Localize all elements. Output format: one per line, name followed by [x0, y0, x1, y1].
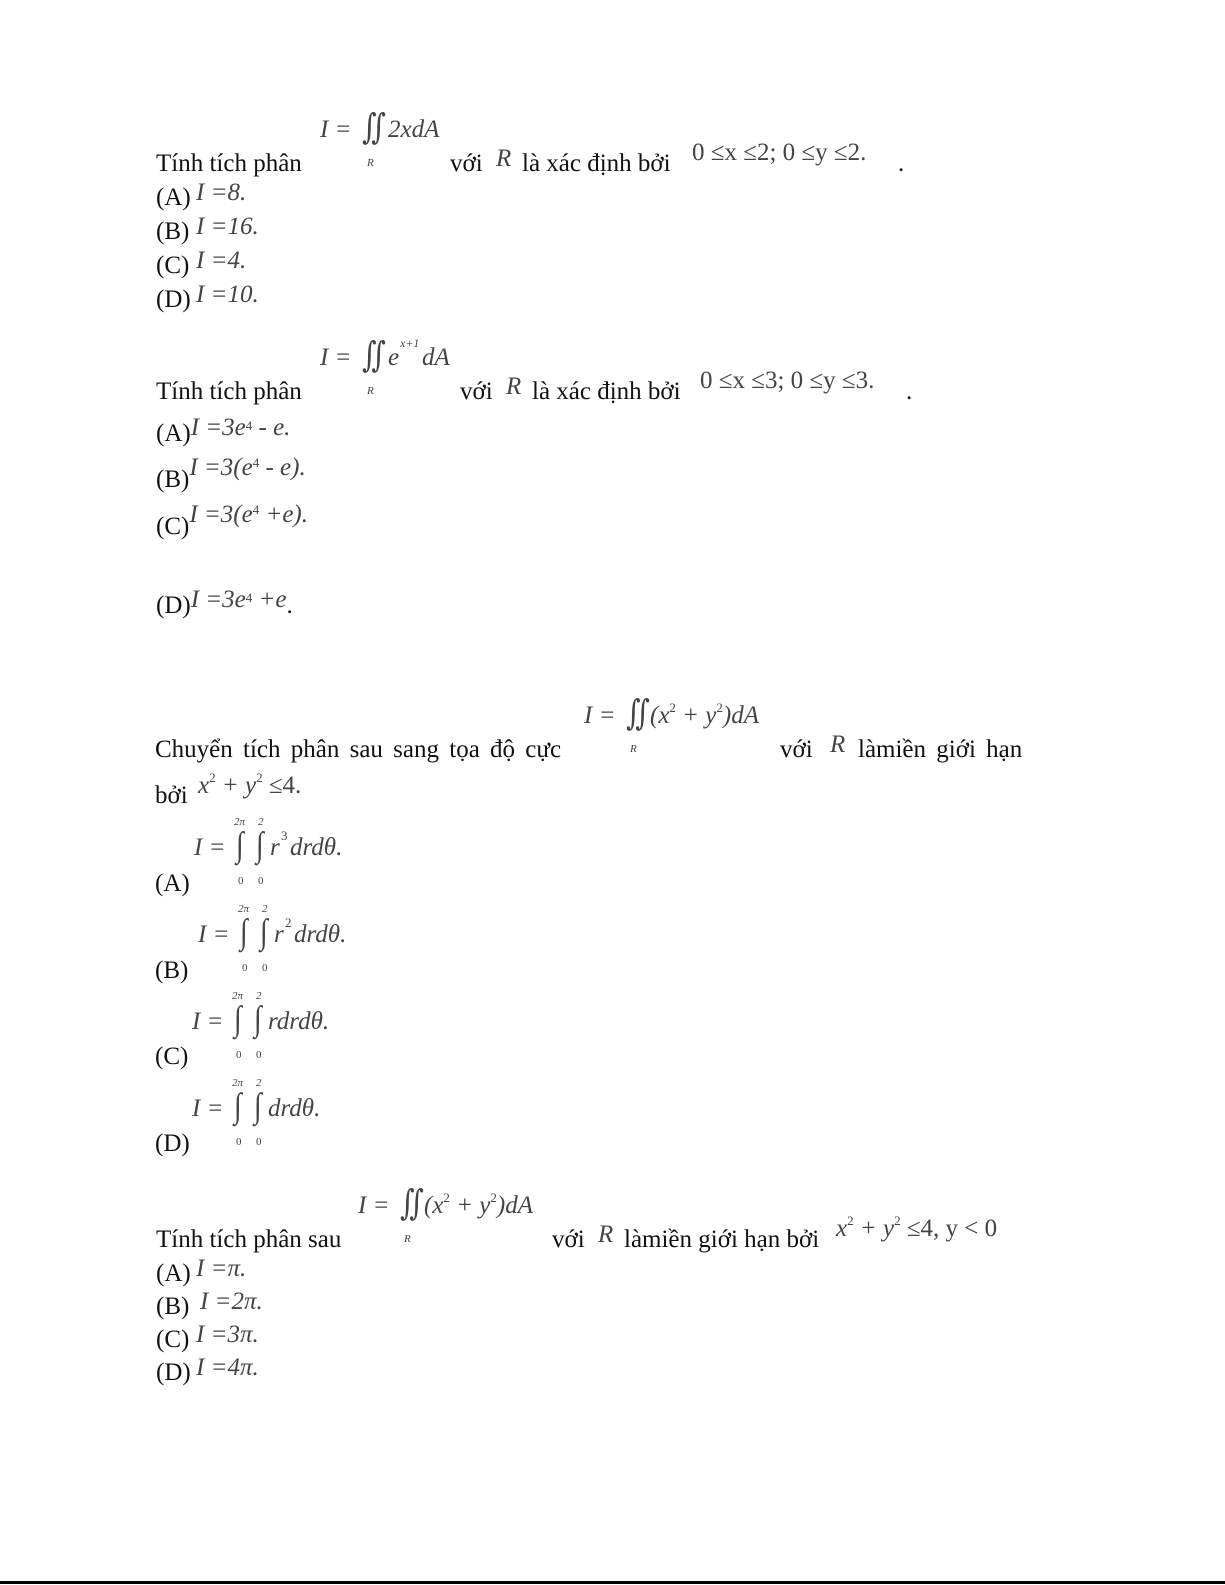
q2-option-a-label: (A): [156, 420, 191, 447]
q3-option-b-label: (B): [155, 957, 189, 984]
q2-option-c-label: (C): [156, 513, 190, 540]
q2-integral-lhs: I =: [320, 344, 352, 371]
q2-option-a: [156, 414, 291, 448]
q3-option-a-lhs: I =: [194, 834, 226, 861]
q4-cond-x: x: [836, 1215, 848, 1242]
q3-line2-lead: bởi: [155, 782, 188, 809]
q3-option-d-upper-outer: 2π: [232, 1077, 244, 1089]
q1-option-a-expr: I =8.: [196, 179, 247, 206]
q3-option-c-upper-outer: 2π: [232, 990, 244, 1002]
q3-option-c-lower-inner: 0: [256, 1049, 262, 1061]
q3-option-c-upper-inner: 2: [256, 990, 262, 1002]
q3-cond-exp-x: 2: [209, 770, 216, 785]
q4-option-d-label: (D): [156, 1359, 191, 1386]
q1-option-b-expr: I =16.: [196, 213, 259, 240]
q3-option-b-lhs: I =: [198, 921, 230, 948]
q2-option-b-label: (B): [156, 466, 190, 493]
q3-option-d-upper-inner: 2: [256, 1077, 262, 1089]
q4-region-symbol: R: [598, 1221, 614, 1248]
q1-defined-by-text: là xác định bởi: [522, 150, 671, 177]
q1-option-b-label: (B): [156, 218, 190, 245]
q3-option-d-body: drdθ.: [268, 1095, 321, 1122]
q2-with-text: với: [460, 378, 493, 405]
q3-option-d-label: (D): [155, 1130, 190, 1157]
q3-integrand-exp-y: 2: [716, 700, 723, 715]
q3-lead-text: Chuyển tích phân sau sang tọa độ cực: [155, 736, 562, 763]
q4-option-c-label: (C): [156, 1326, 190, 1353]
q1-region-subscript: R: [367, 157, 374, 169]
q2-option-a-tail: - e.: [252, 414, 291, 441]
q3-bounded-text: làmiền giới hạn: [858, 736, 1023, 763]
q4-cond-exp-y: 2: [894, 1213, 901, 1228]
q3-integrand: [650, 702, 759, 730]
q3-option-a-inner-integral-icon: ∫: [256, 826, 264, 865]
q3-option-a-upper-outer: 2π: [234, 816, 246, 828]
q3-cond-tail: ≤4.: [262, 772, 302, 799]
q3-option-a-outer-integral-icon: ∫: [236, 826, 244, 865]
q3-option-b-body-exponent: 2: [285, 915, 292, 930]
q4-integrand-close: )dA: [496, 1192, 533, 1219]
q3-option-b-body: r: [274, 921, 284, 948]
page-bottom-border: [0, 1581, 1225, 1584]
q2-option-b-tail: - e).: [259, 454, 306, 481]
q2-end-period: .: [906, 378, 913, 405]
q4-region-subscript: R: [404, 1233, 411, 1245]
q3-option-c-lhs: I =: [192, 1008, 224, 1035]
q3-integral-lhs: I =: [584, 702, 616, 729]
q1-option-d-label: (D): [156, 286, 191, 313]
q3-option-c-body: rdrdθ.: [268, 1008, 330, 1035]
q1-option-c-expr: I =4.: [196, 247, 247, 274]
q2-option-b-exponent: 4: [252, 455, 260, 470]
q3-with-text: với: [780, 736, 813, 763]
q3-option-c-label: (C): [155, 1043, 189, 1070]
q2-option-c-tail: +e).: [259, 501, 308, 528]
q3-cond-x: x: [198, 772, 210, 799]
q2-option-d-tail: +e: [252, 586, 287, 613]
q4-cond-exp-x: 2: [847, 1213, 854, 1228]
q3-option-d-lower-outer: 0: [236, 1136, 242, 1148]
q3-option-d-lower-inner: 0: [256, 1136, 262, 1148]
q3-option-d-inner-integral-icon: ∫: [254, 1087, 262, 1126]
q3-integrand-close: )dA: [722, 702, 759, 729]
q3-option-a-label: (A): [155, 870, 190, 897]
q3-option-a-upper-inner: 2: [258, 816, 264, 828]
q4-integrand-plus: + y: [449, 1192, 491, 1219]
q1-lead-text: Tính tích phân: [156, 150, 302, 177]
q2-option-b: [156, 454, 306, 494]
q3-option-c-inner-integral-icon: ∫: [254, 1000, 262, 1039]
q3-integrand-plus: + y: [675, 702, 717, 729]
q2-region-symbol: R: [506, 373, 522, 400]
q3-option-c-lower-outer: 0: [236, 1049, 242, 1061]
q2-condition: 0 ≤x ≤3; 0 ≤y ≤3.: [700, 367, 875, 394]
q4-bounded-text: làmiền giới hạn bởi: [624, 1226, 820, 1253]
q2-double-integral-icon: ∬: [362, 336, 386, 375]
q1-with-text: với: [450, 150, 483, 177]
q2-option-d-period: .: [286, 592, 293, 619]
q4-integrand-open: (x: [424, 1192, 444, 1219]
q3-option-b-upper-outer: 2π: [238, 903, 250, 915]
q3-option-b-upper-inner: 2: [262, 903, 268, 915]
q3-option-b-outer-integral-icon: ∫: [240, 913, 248, 952]
q4-option-b-label: (B): [156, 1293, 190, 1320]
q3-option-b-body-tail: drdθ.: [294, 921, 347, 948]
q1-option-d-expr: I =10.: [196, 281, 259, 308]
q2-integrand-tail: dA: [422, 344, 450, 371]
q2-option-d-expr: I =3e: [190, 586, 246, 613]
q1-region-symbol: R: [496, 145, 512, 172]
q2-option-d: [156, 586, 293, 620]
q4-option-b-expr: I =2π.: [200, 1288, 263, 1315]
q3-option-a-body-exponent: 3: [281, 828, 288, 843]
q2-option-a-exponent: 4: [245, 418, 253, 433]
q3-region-symbol: R: [830, 731, 846, 758]
q2-option-d-exponent: 4: [245, 590, 253, 605]
q2-region-subscript: R: [367, 385, 374, 397]
q2-integrand-base: e: [388, 344, 400, 371]
q3-cond-exp-y: 2: [256, 770, 263, 785]
q3-condition: [198, 772, 301, 800]
q1-integral-lhs: I =: [320, 116, 352, 143]
q3-region-subscript: R: [630, 743, 637, 755]
q2-integrand-exponent: x+1: [400, 336, 420, 350]
q4-integrand-exp-x: 2: [443, 1190, 450, 1205]
q4-integrand-exp-y: 2: [490, 1190, 497, 1205]
q1-integrand: 2xdA: [388, 116, 440, 143]
q2-option-c: [156, 501, 308, 541]
q4-option-a-expr: I =π.: [196, 1255, 247, 1282]
q3-double-integral-icon: ∬: [626, 694, 650, 733]
q4-option-d-expr: I =4π.: [196, 1354, 259, 1381]
q2-option-a-expr: I =3e: [190, 414, 246, 441]
q3-option-b-lower-outer: 0: [242, 962, 248, 974]
q2-option-c-expr: I =3(e: [189, 501, 253, 528]
q2-option-b-expr: I =3(e: [189, 454, 253, 481]
q3-option-a-body-tail: drdθ.: [290, 834, 343, 861]
q4-integral-lhs: I =: [358, 1192, 390, 1219]
q3-option-d-lhs: I =: [192, 1095, 224, 1122]
q2-option-d-label: (D): [156, 592, 191, 619]
q1-condition: 0 ≤x ≤2; 0 ≤y ≤2.: [692, 139, 867, 166]
q1-end-period: .: [898, 150, 905, 177]
q4-lead-text: Tính tích phân sau: [156, 1226, 342, 1253]
q3-option-a-body: r: [270, 834, 280, 861]
q1-option-a-label: (A): [156, 184, 191, 211]
q3-option-c-outer-integral-icon: ∫: [234, 1000, 242, 1039]
q4-integrand: [424, 1192, 533, 1220]
q3-integrand-open: (x: [650, 702, 670, 729]
q4-option-c-expr: I =3π.: [196, 1321, 259, 1348]
q4-condition: [836, 1215, 997, 1243]
q3-option-b-lower-inner: 0: [262, 962, 268, 974]
q2-option-c-exponent: 4: [252, 502, 260, 517]
q2-lead-text: Tính tích phân: [156, 378, 302, 405]
q4-option-a-label: (A): [156, 1260, 191, 1287]
q3-option-b-inner-integral-icon: ∫: [260, 913, 268, 952]
q4-with-text: với: [552, 1226, 585, 1253]
q2-defined-by-text: là xác định bởi: [532, 378, 681, 405]
q3-option-d-outer-integral-icon: ∫: [234, 1087, 242, 1126]
q1-option-c-label: (C): [156, 252, 190, 279]
q3-option-a-lower-inner: 0: [258, 875, 264, 887]
q4-cond-plus: + y: [853, 1215, 895, 1242]
q1-double-integral-icon: ∬: [362, 108, 386, 147]
q3-integrand-exp-x: 2: [669, 700, 676, 715]
q4-double-integral-icon: ∬: [400, 1184, 424, 1223]
q4-cond-tail: ≤4, y < 0: [900, 1215, 998, 1242]
q3-option-a-lower-outer: 0: [238, 875, 244, 887]
q3-cond-plus: + y: [215, 772, 257, 799]
